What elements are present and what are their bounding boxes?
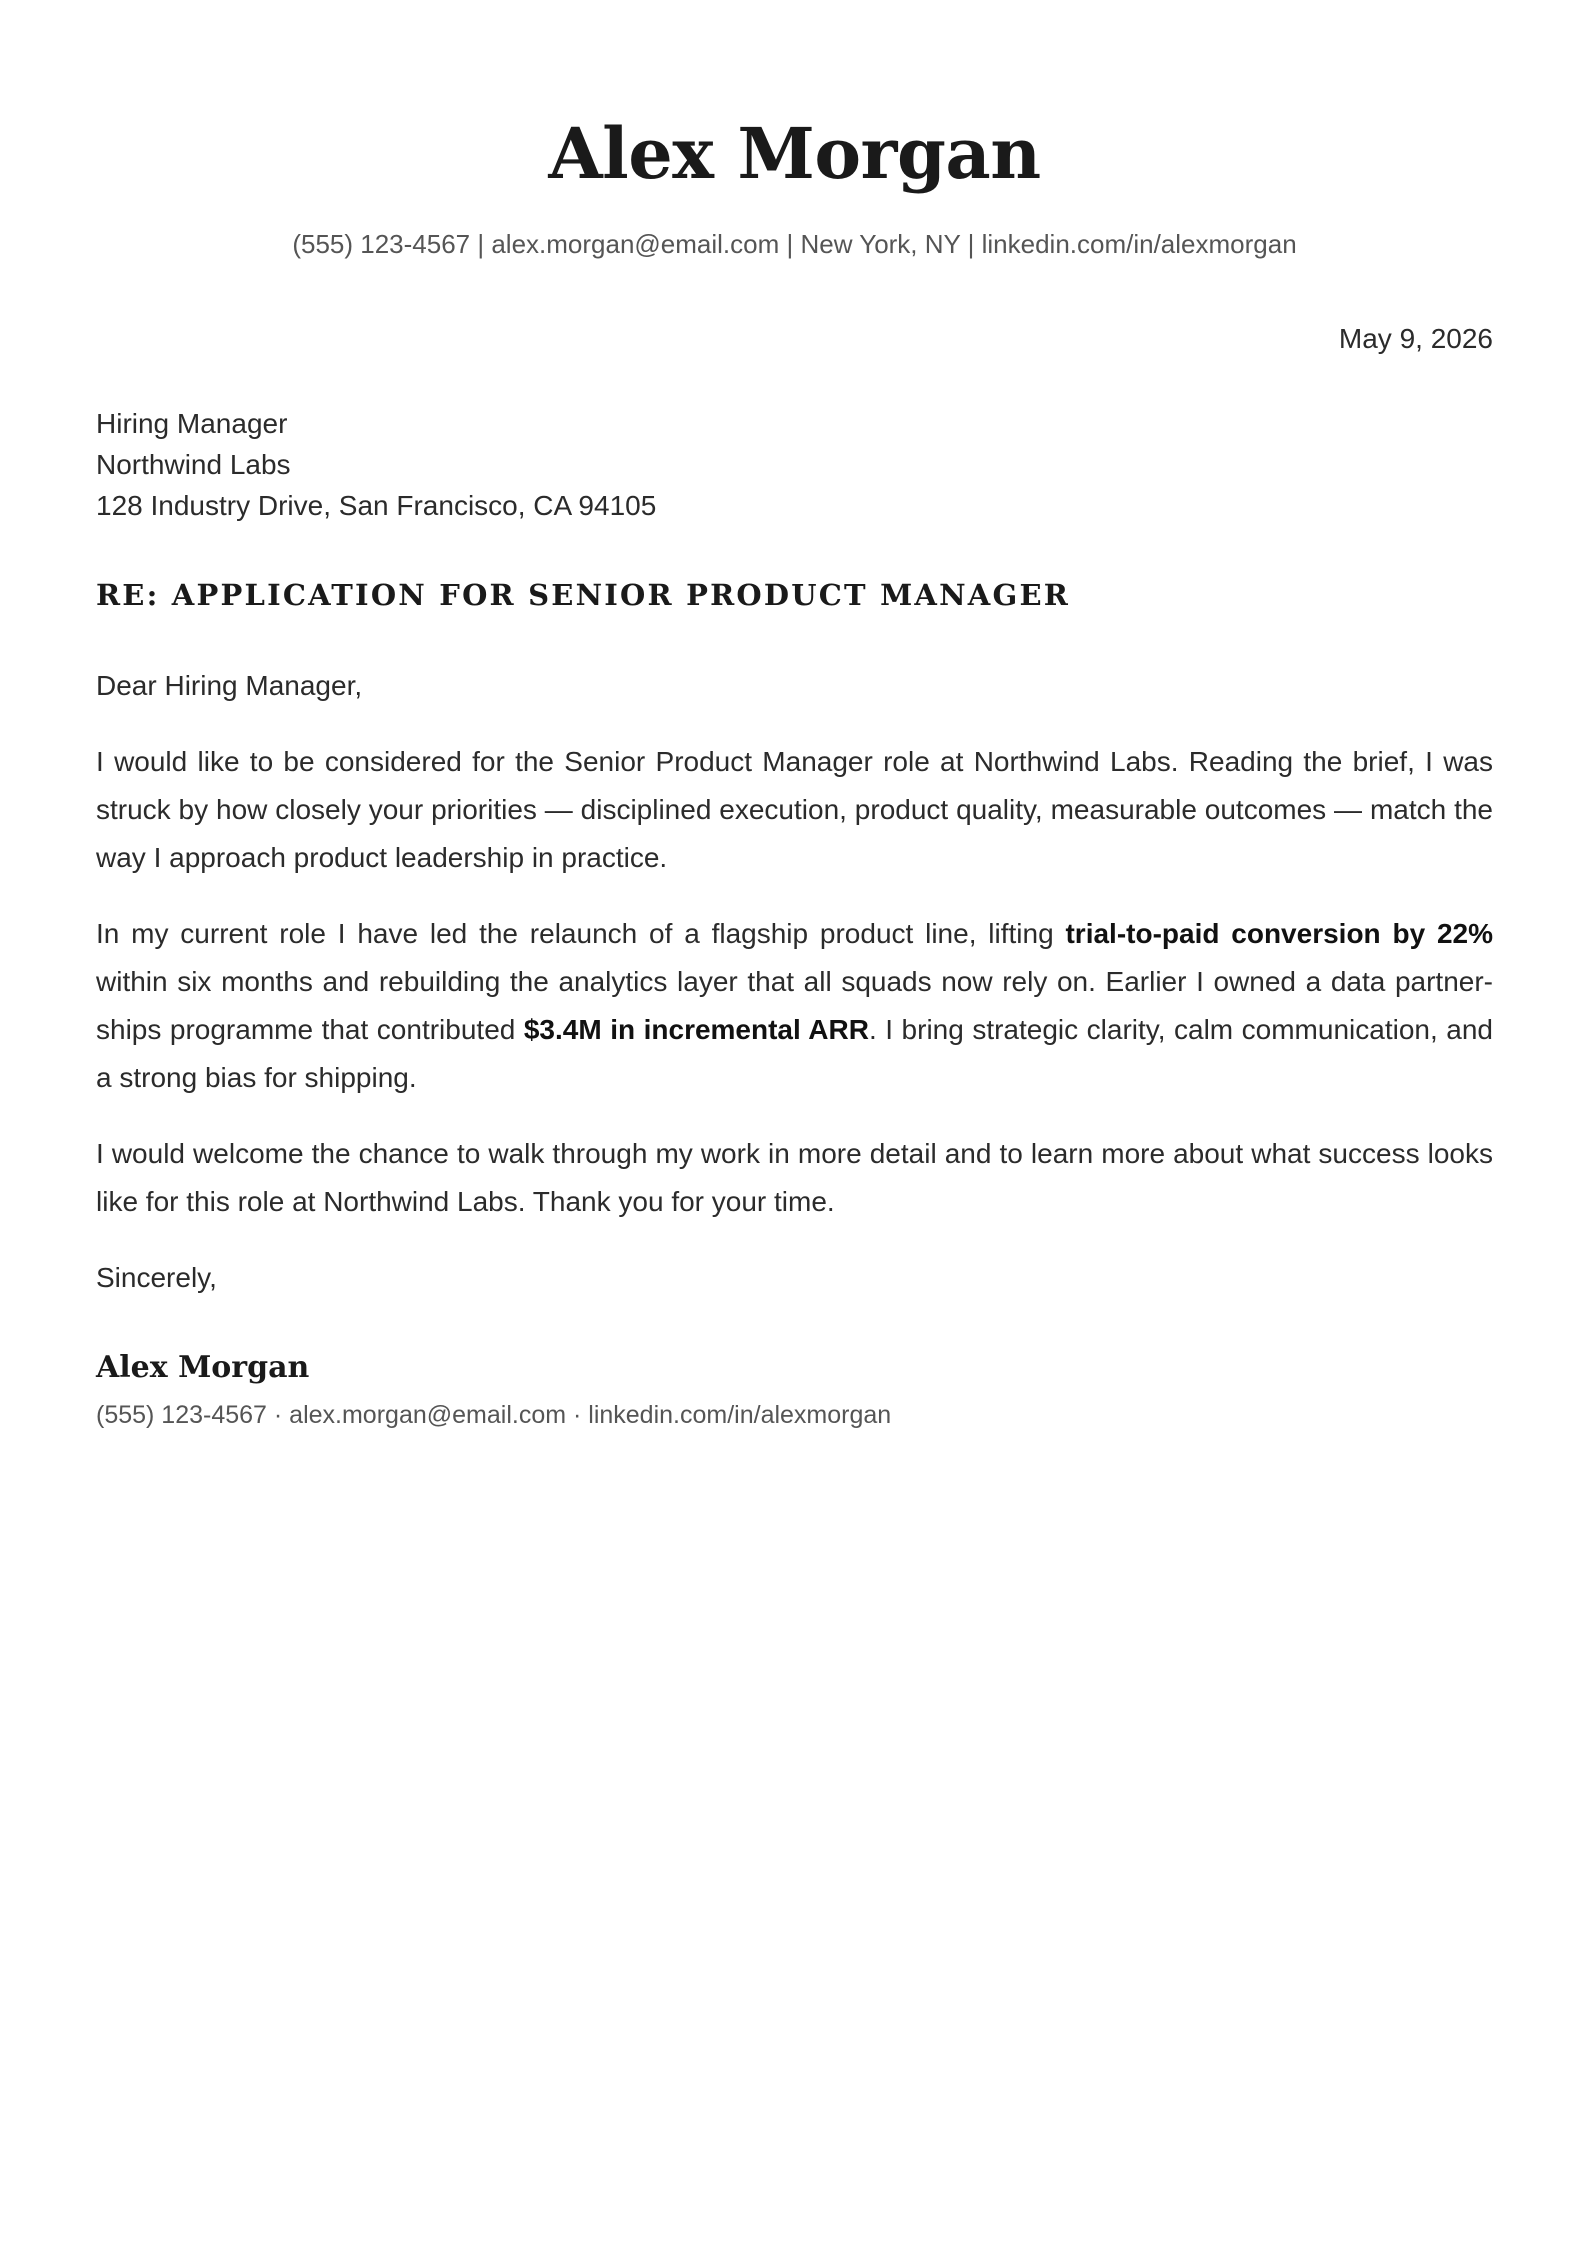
signature-name: Alex Morgan	[96, 1350, 310, 1385]
letter-date: May 9, 2026	[1338, 323, 1493, 354]
paragraph-experience-text-3: . I bring strategic clarity, calm communication, and a strong bias for shipping.	[96, 1014, 1493, 1093]
letter-body	[96, 662, 1493, 1330]
recipient-address: 128 Industry Drive, San Francisco, CA 94105	[96, 490, 657, 521]
recipient-title: Hiring Manager	[96, 408, 288, 439]
highlight-arr: $3.4M in incremental ARR	[523, 1014, 869, 1045]
highlight-conversion: trial-to-paid conversion by 22%	[1065, 918, 1493, 949]
paragraph-closing: I would welcome the chance to walk through my work in more detail and to learn more about what success looks like for this role at Northwind Labs. Thank you for your time.	[96, 1138, 1493, 1217]
paragraph-intro: I would like to be considered for the Senior Product Manager role at Northwind Labs. Reading the brief, I was struck by how closely your priorities — disciplined execution, product quality, measurable outcomes — match the way I approach product leadership in practice.	[96, 746, 1493, 873]
recipient-block	[96, 403, 656, 526]
subject-line: RE: APPLICATION FOR SENIOR PRODUCT MANAGER	[96, 578, 1071, 612]
closing-word: Sincerely,	[96, 1262, 217, 1293]
signature-contact-line: (555) 123-4567 · alex.morgan@email.com · linkedin.com/in/alexmorgan	[96, 1401, 892, 1429]
header-contact-line: (555) 123-4567 | alex.morgan@email.com | New York, NY | linkedin.com/in/alexmorgan	[292, 229, 1297, 259]
paragraph-experience	[96, 910, 1493, 1102]
salutation: Dear Hiring Manager,	[96, 670, 363, 701]
paragraph-experience-text-1: In my current role I have led the relaunch of a flagship product line, lifting	[96, 918, 1066, 949]
paragraph-experience-text-2: within six months and rebuilding the analytics layer that all squads now rely on. Earlier I owned a data partnerships programme that contributed	[96, 966, 1493, 1045]
applicant-name: Alex Morgan	[548, 112, 1041, 195]
recipient-company: Northwind Labs	[96, 449, 291, 480]
